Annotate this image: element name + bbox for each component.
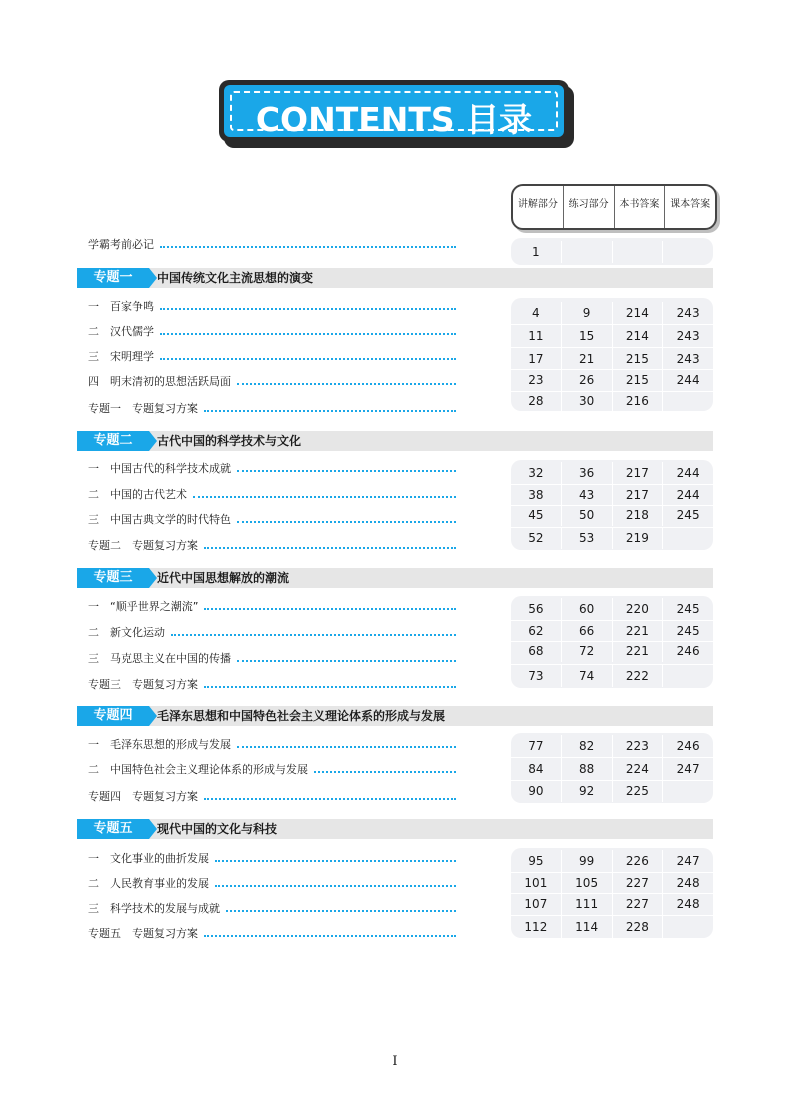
page-cell-book-answers: 214 [613, 302, 664, 324]
page-cell-practice: 99 [562, 850, 613, 872]
toc-entry-title: 科学技术的发展与成就 [110, 902, 220, 915]
topic-title: 中国传统文化主流思想的演变 [157, 271, 314, 285]
toc-entry-title: 明末清初的思想活跃局面 [110, 375, 231, 388]
toc-entry-title: 学霸考前必记 [88, 238, 154, 251]
page-cell-practice: 30 [562, 390, 613, 412]
page-cell-book-answers: 215 [613, 369, 664, 391]
page-row [511, 598, 713, 620]
page-cell-book-answers: 228 [613, 916, 664, 938]
page-cell-textbook-answers: 247 [676, 762, 700, 776]
topic-title: 现代中国的文化与科技 [157, 822, 278, 836]
toc-entry-title: 新文化运动 [110, 626, 165, 639]
topic-tag: 专题三 [77, 568, 149, 588]
leader-dots [160, 300, 456, 310]
toc-entry[interactable] [88, 622, 456, 642]
topic-tag: 专题二 [77, 431, 149, 451]
page-cell-textbook-answers [663, 241, 713, 263]
entry-number: 一 [88, 738, 99, 751]
toc-entry[interactable] [88, 648, 456, 668]
page-cell-lecture: 62 [511, 620, 562, 642]
page-cell-lecture: 68 [511, 640, 562, 662]
page-row [511, 640, 713, 662]
leader-dots [204, 927, 456, 937]
page-cell-practice: 9 [562, 302, 613, 324]
page-cell-textbook-answers: 243 [676, 329, 700, 343]
page-cell-practice: 50 [562, 504, 613, 526]
toc-entry[interactable] [88, 509, 456, 529]
page-cell-book-answers: 222 [613, 665, 664, 687]
page-cell-practice: 72 [562, 640, 613, 662]
page-row [511, 780, 713, 802]
page-cell-lecture: 107 [511, 893, 562, 915]
topic-header-5[interactable] [77, 819, 713, 839]
toc-entry[interactable] [88, 371, 456, 391]
leader-dots [160, 325, 456, 335]
toc-entry-review[interactable] [88, 535, 456, 555]
page-cell-practice: 36 [562, 462, 613, 484]
toc-entry-title: 百家争鸣 [110, 300, 154, 313]
toc-entry-title: 专题五 专题复习方案 [88, 927, 198, 940]
page-cell-lecture: 73 [511, 665, 562, 687]
leader-dots [193, 488, 456, 498]
entry-number: 四 [88, 375, 99, 388]
page-cell-textbook-answers: 246 [676, 739, 700, 753]
page-cell-lecture: 56 [511, 598, 562, 620]
page-cell-book-answers: 227 [613, 872, 664, 894]
toc-entry[interactable] [88, 484, 456, 504]
page-cell-textbook-answers: 244 [676, 466, 700, 480]
page-cell-book-answers: 225 [613, 780, 664, 802]
topic-tag: 专题一 [77, 268, 149, 288]
page-row [511, 302, 713, 324]
column-header-lecture: 讲解部分 [513, 186, 564, 228]
page-grid-intro [511, 238, 713, 265]
page-cell-textbook-answers: 245 [676, 508, 700, 522]
page-cell-textbook-answers: 244 [676, 488, 700, 502]
leader-dots [237, 652, 456, 662]
page-row [511, 620, 713, 642]
page-cell-textbook-answers: 243 [676, 352, 700, 366]
page-cell-book-answers: 220 [613, 598, 664, 620]
toc-entry-title: “顺乎世界之潮流” [110, 600, 199, 613]
page-row [511, 241, 713, 263]
page-cell-book-answers: 221 [613, 620, 664, 642]
page-cell-book-answers: 221 [613, 640, 664, 662]
toc-entry-title: 专题三 专题复习方案 [88, 678, 198, 691]
page-cell-practice: 66 [562, 620, 613, 642]
topic-header-4[interactable] [77, 706, 713, 726]
toc-entry-review[interactable] [88, 398, 456, 418]
page-cell-textbook-answers: 248 [676, 897, 700, 911]
page-grid-topic-4 [511, 733, 713, 803]
topic-title: 古代中国的科学技术与文化 [157, 434, 302, 448]
page-row [511, 850, 713, 872]
page-cell-lecture: 77 [511, 735, 562, 757]
page-cell-practice: 43 [562, 484, 613, 506]
page-cell-practice: 88 [562, 758, 613, 780]
toc-entry[interactable] [88, 898, 456, 918]
title-banner [219, 80, 569, 142]
leader-dots [160, 238, 456, 248]
toc-entry-review[interactable] [88, 786, 456, 806]
page-cell-lecture: 38 [511, 484, 562, 506]
entry-number: 一 [88, 600, 99, 613]
topic-header-3[interactable] [77, 568, 713, 588]
page-cell-book-answers: 218 [613, 504, 664, 526]
toc-entry-review[interactable] [88, 674, 456, 694]
page-row [511, 462, 713, 484]
page-cell-textbook-answers: 245 [676, 602, 700, 616]
topic-title: 毛泽东思想和中国特色社会主义理论体系的形成与发展 [157, 709, 446, 723]
page-cell-book-answers: 217 [613, 462, 664, 484]
page-cell-lecture: 32 [511, 462, 562, 484]
column-header-box [511, 184, 717, 230]
page-cell-book-answers: 219 [613, 527, 664, 549]
leader-dots [237, 375, 456, 385]
toc-entry[interactable] [88, 596, 456, 616]
page-cell-lecture: 45 [511, 504, 562, 526]
leader-dots [237, 513, 456, 523]
page-cell-practice: 82 [562, 735, 613, 757]
page-cell-textbook-answers [663, 665, 713, 687]
page-cell-practice: 60 [562, 598, 613, 620]
page-cell-lecture: 4 [511, 302, 562, 324]
page-cell-lecture: 23 [511, 369, 562, 391]
page-cell-textbook-answers: 245 [676, 624, 700, 638]
page-cell-practice: 15 [562, 325, 613, 347]
leader-dots [215, 852, 456, 862]
page-cell-lecture: 84 [511, 758, 562, 780]
page-grid-topic-5 [511, 848, 713, 938]
leader-dots [215, 877, 456, 887]
toc-entry[interactable] [88, 296, 456, 316]
page-cell-lecture: 52 [511, 527, 562, 549]
page-row [511, 735, 713, 757]
topic-header-2[interactable] [77, 431, 713, 451]
topic-tag: 专题四 [77, 706, 149, 726]
leader-dots [160, 350, 456, 360]
page-row [511, 916, 713, 938]
toc-entry-title: 专题一 专题复习方案 [88, 402, 198, 415]
toc-entry[interactable] [88, 346, 456, 366]
page-cell-book-answers: 223 [613, 735, 664, 757]
page-cell-book-answers: 226 [613, 850, 664, 872]
toc-entry[interactable] [88, 458, 456, 478]
page-row [511, 484, 713, 506]
page-row [511, 758, 713, 780]
leader-dots [171, 626, 456, 636]
page-cell-book-answers: 227 [613, 893, 664, 915]
page-row [511, 893, 713, 915]
entry-number: 二 [88, 763, 99, 776]
column-header-book-answers: 本书答案 [615, 186, 666, 228]
page-cell-book-answers [613, 241, 664, 263]
topic-title: 近代中国思想解放的潮流 [157, 571, 290, 585]
page-row [511, 527, 713, 549]
toc-entry-title: 马克思主义在中国的传播 [110, 652, 231, 665]
page-cell-lecture: 95 [511, 850, 562, 872]
page-grid-topic-1 [511, 298, 713, 411]
page-cell-practice: 21 [562, 348, 613, 370]
entry-number: 二 [88, 626, 99, 639]
page-cell-book-answers: 217 [613, 484, 664, 506]
page-cell-practice [562, 241, 613, 263]
page-cell-textbook-answers: 246 [676, 644, 700, 658]
entry-number: 一 [88, 300, 99, 313]
page-cell-book-answers: 214 [613, 325, 664, 347]
title-banner-fill [224, 85, 564, 137]
page-title: CONTENTS 目录 [255, 100, 533, 139]
toc-entry[interactable] [88, 734, 456, 754]
page-cell-textbook-answers: 243 [676, 306, 700, 320]
page-cell-textbook-answers [663, 527, 713, 549]
page-row [511, 390, 713, 412]
toc-entry-title: 人民教育事业的发展 [110, 877, 209, 890]
page-cell-lecture: 101 [511, 872, 562, 894]
toc-entry-intro[interactable] [88, 234, 456, 254]
page-cell-practice: 105 [562, 872, 613, 894]
page-grid-topic-2 [511, 460, 713, 550]
toc-entry-title: 文化事业的曲折发展 [110, 852, 209, 865]
leader-dots [204, 402, 456, 412]
page-cell-lecture: 17 [511, 348, 562, 370]
entry-number: 三 [88, 902, 99, 915]
leader-dots [204, 678, 456, 688]
leader-dots [237, 462, 456, 472]
page-cell-practice: 92 [562, 780, 613, 802]
toc-entry[interactable] [88, 321, 456, 341]
leader-dots [204, 539, 456, 549]
page-row [511, 369, 713, 391]
toc-entry-title: 专题四 专题复习方案 [88, 790, 198, 803]
page-cell-book-answers: 216 [613, 390, 664, 412]
leader-dots [237, 738, 456, 748]
page-cell-lecture: 90 [511, 780, 562, 802]
page-cell-practice: 26 [562, 369, 613, 391]
page-cell-practice: 53 [562, 527, 613, 549]
leader-dots [314, 763, 456, 773]
toc-entry-title: 汉代儒学 [110, 325, 154, 338]
page-grid-topic-3 [511, 596, 713, 688]
column-header-textbook-answers: 课本答案 [670, 199, 711, 210]
entry-number: 一 [88, 852, 99, 865]
entry-number: 二 [88, 325, 99, 338]
leader-dots [226, 902, 456, 912]
page-row [511, 348, 713, 370]
entry-number: 二 [88, 877, 99, 890]
page-number: I [392, 1054, 398, 1069]
leader-dots [204, 600, 456, 610]
toc-entry-review[interactable] [88, 923, 456, 943]
entry-number: 三 [88, 513, 99, 526]
entry-number: 三 [88, 350, 99, 363]
page-cell-lecture: 11 [511, 325, 562, 347]
toc-entry-title: 宋明理学 [110, 350, 154, 363]
topic-tag: 专题五 [77, 819, 149, 839]
entry-number: 三 [88, 652, 99, 665]
leader-dots [204, 790, 456, 800]
toc-entry[interactable] [88, 873, 456, 893]
page-cell-textbook-answers [663, 780, 713, 802]
topic-header-1[interactable] [77, 268, 713, 288]
page-cell-textbook-answers [663, 916, 713, 938]
page-cell-textbook-answers [663, 390, 713, 412]
page-cell-textbook-answers: 248 [676, 876, 700, 890]
column-header-practice: 练习部分 [564, 186, 615, 228]
page-cell-lecture: 28 [511, 390, 562, 412]
page-cell-practice: 74 [562, 665, 613, 687]
page-cell-book-answers: 224 [613, 758, 664, 780]
page-cell-textbook-answers: 247 [676, 854, 700, 868]
page-cell-practice: 111 [562, 893, 613, 915]
page-row [511, 504, 713, 526]
toc-entry-title: 毛泽东思想的形成与发展 [110, 738, 231, 751]
toc-entry[interactable] [88, 848, 456, 868]
page-row [511, 872, 713, 894]
toc-entry-title: 中国特色社会主义理论体系的形成与发展 [110, 763, 308, 776]
toc-entry-title: 中国古典文学的时代特色 [110, 513, 231, 526]
toc-entry-title: 中国古代的科学技术成就 [110, 462, 231, 475]
page-cell-lecture: 112 [511, 916, 562, 938]
page-row [511, 325, 713, 347]
entry-number: 二 [88, 488, 99, 501]
page-cell-book-answers: 215 [613, 348, 664, 370]
toc-entry-title: 中国的古代艺术 [110, 488, 187, 501]
page-cell-textbook-answers: 244 [676, 373, 700, 387]
page-cell-lecture: 1 [511, 241, 562, 263]
page-row [511, 665, 713, 687]
entry-number: 一 [88, 462, 99, 475]
toc-entry-title: 专题二 专题复习方案 [88, 539, 198, 552]
toc-entry[interactable] [88, 759, 456, 779]
page-cell-practice: 114 [562, 916, 613, 938]
